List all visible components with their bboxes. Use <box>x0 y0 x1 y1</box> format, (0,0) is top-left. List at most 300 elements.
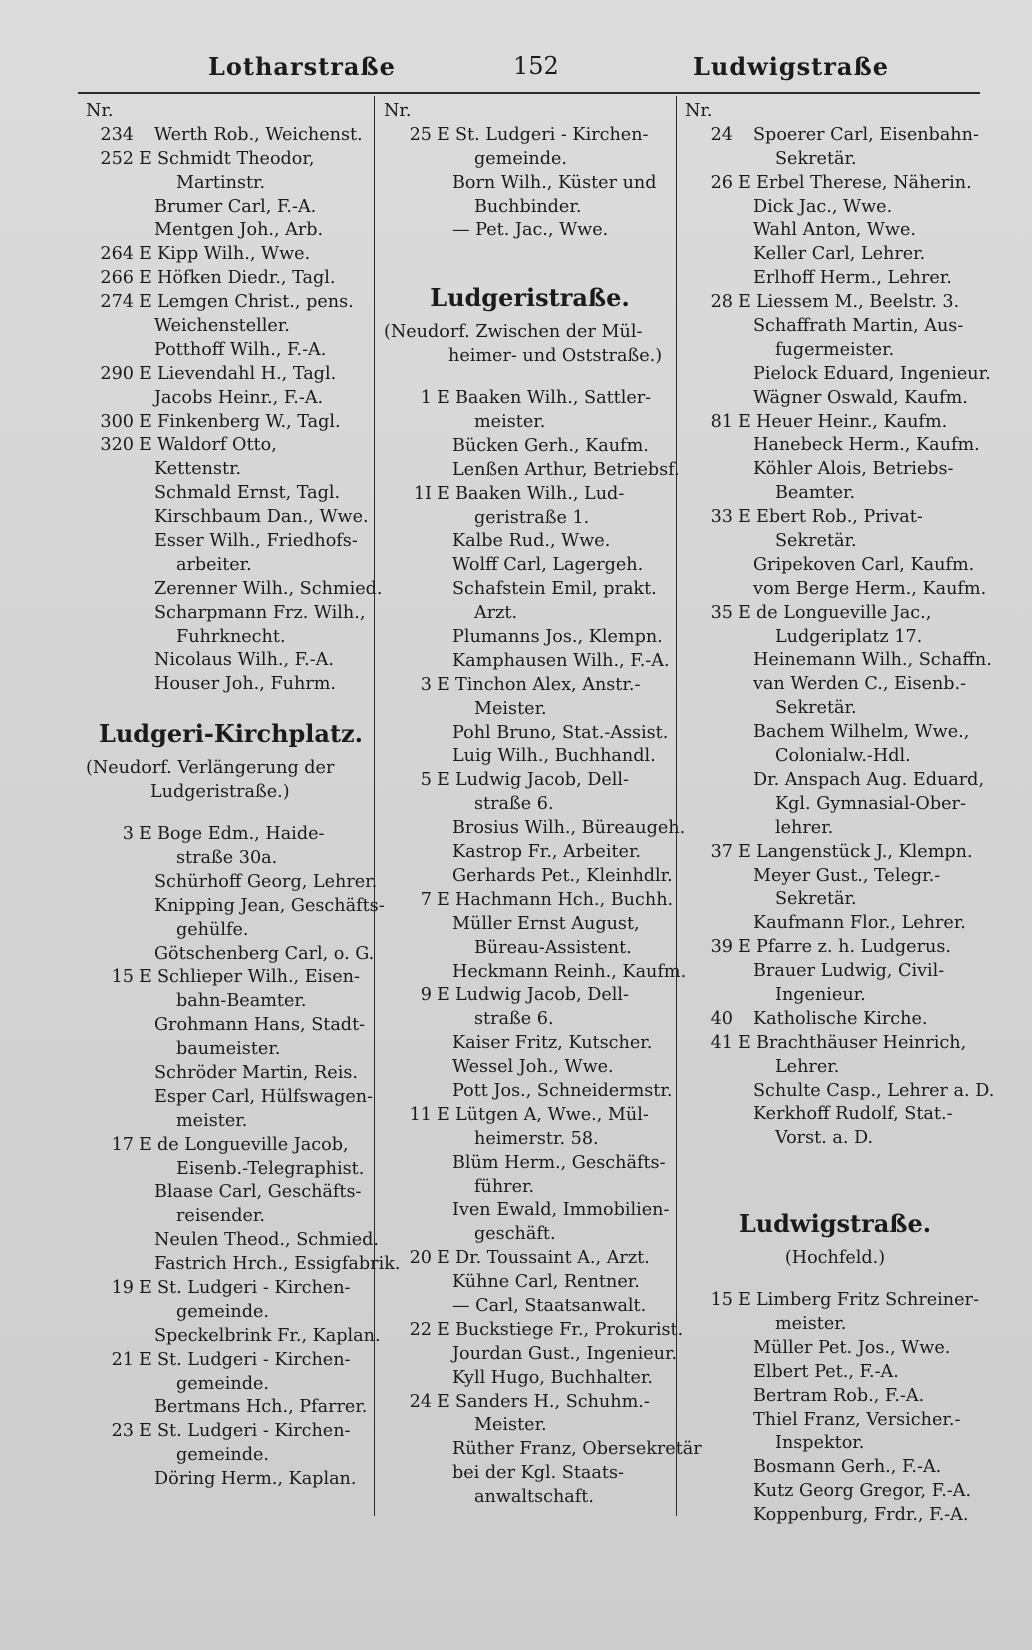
resident-entry: fugermeister. <box>775 339 895 360</box>
resident-entry: Born Wilh., Küster und <box>452 172 657 193</box>
directory-line <box>685 387 985 411</box>
directory-line <box>86 966 376 990</box>
directory-line <box>685 649 992 673</box>
column-rule-2 <box>676 96 677 1516</box>
directory-line <box>86 626 376 650</box>
resident-entry: vom Berge Herm., Kaufm. <box>753 578 987 599</box>
house-number: 266 <box>100 268 134 289</box>
house-number: 252 <box>100 148 134 169</box>
nr-label: Nr. <box>685 101 713 121</box>
resident-entry: Wahl Anton, Wwe. <box>753 220 916 241</box>
resident-entry: Kyll Hugo, Buchhalter. <box>452 1367 653 1388</box>
resident-entry: gemeinde. <box>176 1445 269 1466</box>
resident-entry: Pott Jos., Schneidermstr. <box>452 1080 673 1101</box>
directory-line <box>86 172 376 196</box>
house-number: 21 <box>111 1349 134 1370</box>
directory-line <box>685 1361 985 1385</box>
directory-line <box>384 1128 676 1152</box>
house-number: 40 <box>710 1008 733 1029</box>
owner-marker: E <box>139 244 152 265</box>
owner-marker: E <box>437 1319 450 1340</box>
directory-line <box>86 1420 376 1444</box>
directory-line <box>685 148 985 172</box>
resident-entry: St. Ludgeri - Kirchen- <box>157 1349 351 1370</box>
resident-entry: reisender. <box>176 1206 265 1227</box>
directory-line <box>86 315 376 339</box>
directory-line <box>384 435 676 459</box>
resident-entry: Schlieper Wilh., Eisen- <box>157 967 360 988</box>
resident-entry: Fastrich Hrch., Essigfabrik. <box>154 1254 401 1275</box>
directory-line <box>384 698 676 722</box>
directory-line <box>685 673 985 697</box>
resident-entry: Plumanns Jos., Klempn. <box>452 627 663 648</box>
directory-line <box>86 291 376 315</box>
resident-entry: Kastrop Fr., Arbeiter. <box>452 842 642 863</box>
spacer <box>685 1169 985 1187</box>
resident-entry: Rüther Franz, Obersekretär <box>452 1439 702 1460</box>
directory-line <box>86 1468 376 1492</box>
directory-line <box>685 243 985 267</box>
resident-entry: — Pet. Jac., Wwe. <box>452 220 609 241</box>
resident-entry: Elbert Pet., F.-A. <box>753 1361 899 1382</box>
directory-line <box>86 267 376 291</box>
resident-entry: Kgl. Gymnasial-Ober- <box>775 793 966 814</box>
resident-entry: Blüm Herm., Geschäfts- <box>452 1152 666 1173</box>
owner-marker: E <box>437 483 450 504</box>
directory-line <box>685 315 985 339</box>
directory-line <box>685 912 985 936</box>
resident-entry: Weichensteller. <box>154 316 290 337</box>
resident-entry: Gripekoven Carl, Kaufm. <box>753 554 975 575</box>
directory-line <box>685 697 985 721</box>
house-number: 17 <box>111 1134 134 1155</box>
directory-line <box>86 1038 376 1062</box>
resident-entry: anwaltschaft. <box>474 1487 594 1508</box>
resident-entry: Spoerer Carl, Eisenbahn- <box>753 124 979 145</box>
resident-entry: Kipp Wilh., Wwe. <box>157 244 311 265</box>
resident-entry: Dr. Anspach Aug. Eduard, <box>753 769 985 790</box>
directory-line <box>86 196 376 220</box>
house-number: 24 <box>710 124 733 145</box>
resident-entry: Erlhoff Herm., Lehrer. <box>753 268 952 289</box>
directory-line <box>384 1462 676 1486</box>
directory-line <box>384 411 676 435</box>
directory-line <box>86 943 376 967</box>
resident-entry: Sekretär. <box>775 531 857 552</box>
resident-entry: Heuer Heinr., Kaufm. <box>756 411 948 432</box>
house-number: 81 <box>710 411 733 432</box>
house-number: 22 <box>409 1319 432 1340</box>
resident-entry: Luig Wilh., Buchhandl. <box>452 746 656 767</box>
directory-line <box>685 411 985 435</box>
house-number: 5 <box>420 770 432 791</box>
resident-entry: Schürhoff Georg, Lehrer. <box>154 871 378 892</box>
directory-line <box>384 459 680 483</box>
resident-entry: Fuhrknecht. <box>176 626 286 647</box>
resident-entry: Kamphausen Wilh., F.-A. <box>452 650 670 671</box>
header-left-street: Lotharstraße <box>208 52 396 81</box>
resident-entry: arbeiter. <box>176 554 252 575</box>
directory-line <box>384 1152 676 1176</box>
house-number: 23 <box>111 1421 134 1442</box>
owner-marker: E <box>139 411 152 432</box>
house-number: 28 <box>710 292 733 313</box>
directory-line <box>384 913 676 937</box>
resident-entry: straße 6. <box>474 794 554 815</box>
page-number: 152 <box>513 52 559 80</box>
resident-entry: Beamter. <box>775 483 856 504</box>
resident-entry: Arzt. <box>474 603 518 624</box>
directory-line <box>384 961 687 985</box>
resident-entry: Buchbinder. <box>474 196 582 217</box>
resident-entry: gehülfe. <box>176 919 249 940</box>
directory-line <box>685 865 985 889</box>
directory-line <box>86 434 376 458</box>
owner-marker: E <box>139 1277 152 1298</box>
resident-entry: Schmald Ernst, Tagl. <box>154 483 341 504</box>
directory-line <box>86 387 376 411</box>
resident-entry: Limberg Fritz Schreiner- <box>756 1290 979 1311</box>
directory-line <box>86 124 376 148</box>
resident-entry: Nicolaus Wilh., F.-A. <box>154 650 334 671</box>
resident-entry: geschäft. <box>474 1224 556 1245</box>
resident-entry: Wägner Oswald, Kaufm. <box>753 387 968 408</box>
directory-line <box>685 1480 985 1504</box>
resident-entry: Brosius Wilh., Büreaugeh. <box>452 818 686 839</box>
owner-marker: E <box>139 435 152 456</box>
resident-entry: Kettenstr. <box>154 459 242 480</box>
directory-line <box>384 1486 676 1510</box>
directory-line <box>384 100 676 124</box>
resident-entry: Kutz Georg Gregor, F.-A. <box>753 1481 972 1502</box>
directory-line <box>384 793 676 817</box>
directory-line <box>384 345 676 369</box>
resident-entry: Kaufmann Flor., Lehrer. <box>753 913 966 934</box>
directory-line <box>685 1337 985 1361</box>
resident-entry: Brumer Carl, F.-A. <box>154 196 317 217</box>
house-number: 1I <box>413 483 432 504</box>
owner-marker: E <box>738 1290 751 1311</box>
directory-line <box>86 919 376 943</box>
resident-entry: Hanebeck Herm., Kaufm. <box>753 435 980 456</box>
resident-entry: Meyer Gust., Telegr.- <box>753 865 941 886</box>
resident-entry: Dr. Toussaint A., Arzt. <box>455 1248 650 1269</box>
directory-line <box>685 1103 985 1127</box>
resident-entry: Bertram Rob., F.-A. <box>753 1385 925 1406</box>
owner-marker: E <box>437 674 450 695</box>
directory-line <box>86 1396 376 1420</box>
directory-line <box>685 196 985 220</box>
resident-entry: meister. <box>775 1313 847 1334</box>
directory-line <box>384 1056 676 1080</box>
directory-line <box>384 745 676 769</box>
resident-entry: Schaffrath Martin, Aus- <box>753 316 964 337</box>
owner-marker: E <box>437 124 450 145</box>
resident-entry: Schröder Martin, Reis. <box>154 1062 358 1083</box>
owner-marker: E <box>437 1391 450 1412</box>
resident-entry: Jacobs Heinr., F.-A. <box>154 387 324 408</box>
resident-entry: Knipping Jean, Geschäfts- <box>154 895 385 916</box>
page-header <box>78 52 978 92</box>
directory-line <box>685 1008 985 1032</box>
directory-line <box>86 554 376 578</box>
owner-marker: E <box>139 1134 152 1155</box>
directory-line <box>86 148 376 172</box>
resident-entry: Werth Rob., Weichenst. <box>154 124 363 145</box>
directory-line <box>86 339 376 363</box>
resident-entry: Kühne Carl, Rentner. <box>452 1272 640 1293</box>
resident-entry: de Longueville Jacob, <box>157 1134 349 1155</box>
directory-line <box>86 1134 376 1158</box>
resident-entry: van Werden C., Eisenb.- <box>753 674 967 695</box>
resident-entry: Finkenberg W., Tagl. <box>157 411 341 432</box>
resident-entry: Iven Ewald, Immobilien- <box>452 1200 670 1221</box>
house-number: 3 <box>420 674 432 695</box>
owner-marker: E <box>437 1104 450 1125</box>
directory-line <box>384 530 676 554</box>
owner-marker: E <box>139 292 152 313</box>
resident-entry: Koppenburg, Frdr., F.-A. <box>753 1505 969 1526</box>
resident-entry: heimerstr. 58. <box>474 1128 599 1149</box>
directory-line <box>86 781 376 805</box>
resident-entry: Pfarre z. h. Ludgerus. <box>756 937 951 958</box>
section-subtitle: (Neudorf. Zwischen der Mül- <box>384 322 643 343</box>
directory-line <box>384 1391 676 1415</box>
directory-line <box>685 1056 985 1080</box>
directory-line <box>86 990 376 1014</box>
directory-line <box>384 650 676 674</box>
directory-line <box>86 458 376 482</box>
owner-marker: E <box>738 1032 751 1053</box>
house-number: 33 <box>710 507 733 528</box>
resident-entry: Meister. <box>474 698 547 719</box>
directory-line <box>685 960 985 984</box>
section-subtitle: (Hochfeld.) <box>784 1248 886 1269</box>
directory-line <box>384 1080 676 1104</box>
resident-entry: Baaken Wilh., Sattler- <box>455 388 652 409</box>
house-number: 15 <box>710 1290 733 1311</box>
resident-entry: St. Ludgeri - Kirchen- <box>157 1277 351 1298</box>
owner-marker: E <box>738 292 751 313</box>
resident-entry: Wolff Carl, Lagergeh. <box>452 555 644 576</box>
resident-entry: Müller Pet. Jos., Wwe. <box>753 1337 951 1358</box>
directory-line <box>685 1289 985 1313</box>
resident-entry: Lievendahl H., Tagl. <box>157 363 337 384</box>
section-subtitle: (Neudorf. Verlängerung der <box>86 758 335 779</box>
owner-marker: E <box>437 388 450 409</box>
directory-line <box>685 172 985 196</box>
directory-line <box>384 196 676 220</box>
resident-entry: Ebert Rob., Privat- <box>756 507 923 528</box>
resident-entry: Zerenner Wilh., Schmied. <box>154 578 383 599</box>
owner-marker: E <box>139 363 152 384</box>
house-number: 300 <box>100 411 134 432</box>
directory-line <box>685 1247 985 1271</box>
resident-entry: Sekretär. <box>775 698 857 719</box>
directory-line <box>86 530 376 554</box>
directory-line <box>685 530 985 554</box>
house-number: 15 <box>111 967 134 988</box>
resident-entry: Boge Edm., Haide- <box>157 824 325 845</box>
directory-line <box>86 895 385 919</box>
resident-entry: Heinemann Wilh., Schaffn. <box>753 650 992 671</box>
owner-marker: E <box>139 967 152 988</box>
resident-entry: Tinchon Alex, Anstr.- <box>455 674 641 695</box>
spacer <box>685 1271 985 1289</box>
directory-line <box>384 1199 676 1223</box>
directory-line <box>685 124 985 148</box>
house-number: 11 <box>409 1104 432 1125</box>
directory-line <box>685 1504 985 1528</box>
resident-entry: baumeister. <box>176 1039 281 1060</box>
directory-line <box>384 321 676 345</box>
resident-entry: lehrer. <box>775 817 834 838</box>
directory-line <box>685 793 985 817</box>
house-number: 7 <box>420 889 432 910</box>
house-number: 290 <box>100 363 134 384</box>
resident-entry: Gerhards Pet., Kleinhdlr. <box>452 865 673 886</box>
resident-entry: Hachmann Hch., Buchh. <box>455 889 674 910</box>
owner-marker: E <box>738 172 751 193</box>
owner-marker: E <box>139 268 152 289</box>
owner-marker: E <box>738 411 751 432</box>
directory-line <box>384 817 686 841</box>
house-number: 234 <box>100 124 134 145</box>
resident-entry: Ludwig Jacob, Dell- <box>455 985 629 1006</box>
resident-entry: Speckelbrink Fr., Kaplan. <box>154 1325 381 1346</box>
resident-entry: Langenstück J., Klempn. <box>756 841 973 862</box>
spacer <box>384 369 676 387</box>
directory-line <box>384 1223 676 1247</box>
resident-entry: Bachem Wilhelm, Wwe., <box>753 722 970 743</box>
directory-line <box>384 1414 676 1438</box>
house-number: 9 <box>420 985 432 1006</box>
resident-entry: straße 30a. <box>176 847 278 868</box>
directory-line <box>86 871 376 895</box>
owner-marker: E <box>738 602 751 623</box>
directory-line <box>86 1158 376 1182</box>
resident-entry: bei der Kgl. Staats- <box>452 1463 624 1484</box>
directory-line <box>384 1367 676 1391</box>
house-number: 19 <box>111 1277 134 1298</box>
directory-line <box>86 847 376 871</box>
directory-line <box>384 578 676 602</box>
directory-line <box>685 1032 985 1056</box>
house-number: 37 <box>710 841 733 862</box>
resident-entry: Potthoff Wilh., F.-A. <box>154 339 327 360</box>
directory-line <box>86 363 376 387</box>
resident-entry: Kerkhoff Rudolf, Stat.- <box>753 1104 953 1125</box>
directory-line <box>86 1349 376 1373</box>
resident-entry: bahn-Beamter. <box>176 991 307 1012</box>
directory-line <box>384 722 676 746</box>
directory-line <box>685 434 985 458</box>
resident-entry: Schmidt Theodor, <box>157 148 315 169</box>
directory-line <box>86 1014 376 1038</box>
directory-line <box>384 674 676 698</box>
resident-entry: Pohl Bruno, Stat.-Assist. <box>452 722 669 743</box>
directory-line <box>685 1456 985 1480</box>
resident-entry: meister. <box>176 1110 248 1131</box>
resident-entry: Vorst. a. D. <box>775 1128 874 1149</box>
directory-line <box>384 172 676 196</box>
resident-entry: Scharpmann Frz. Wilh., <box>154 602 366 623</box>
directory-line <box>685 363 991 387</box>
resident-entry: Ingenieur. <box>775 984 866 1005</box>
resident-entry: Jourdan Gust., Ingenieur. <box>452 1343 678 1364</box>
directory-line <box>384 1008 676 1032</box>
resident-entry: gemeinde. <box>176 1373 269 1394</box>
directory-line <box>86 602 376 626</box>
directory-line <box>685 745 985 769</box>
directory-line <box>685 1409 985 1433</box>
resident-entry: Sanders H., Schuhm.- <box>455 1391 650 1412</box>
resident-entry: Götschenberg Carl, o. G. <box>154 943 375 964</box>
directory-line <box>384 1343 676 1367</box>
directory-line <box>384 124 676 148</box>
resident-entry: Neulen Theod., Schmied. <box>154 1230 380 1251</box>
directory-line <box>384 483 676 507</box>
resident-entry: Baaken Wilh., Lud- <box>455 483 625 504</box>
directory-line <box>86 1062 376 1086</box>
directory-line <box>384 507 676 531</box>
owner-marker: E <box>437 889 450 910</box>
resident-entry: — Carl, Staatsanwalt. <box>452 1295 647 1316</box>
directory-line <box>86 1373 376 1397</box>
resident-entry: Inspektor. <box>775 1433 865 1454</box>
directory-line <box>86 1205 376 1229</box>
directory-line <box>685 506 985 530</box>
directory-line <box>384 1176 676 1200</box>
directory-line <box>685 721 985 745</box>
directory-line <box>86 649 376 673</box>
resident-entry: Bosmann Gerh., F.-A. <box>753 1457 942 1478</box>
section-heading: Ludgeristraße. <box>430 283 630 313</box>
directory-line <box>384 1271 676 1295</box>
house-number: 25 <box>409 124 432 145</box>
directory-line <box>384 889 676 913</box>
directory-line <box>685 888 985 912</box>
spacer <box>384 243 676 261</box>
directory-line <box>685 554 985 578</box>
directory-line <box>685 602 985 626</box>
directory-line <box>86 673 376 697</box>
directory-line <box>384 865 676 889</box>
owner-marker: E <box>738 841 751 862</box>
directory-line <box>384 148 676 172</box>
resident-entry: Brauer Ludwig, Civil- <box>753 961 945 982</box>
house-number: 20 <box>409 1248 432 1269</box>
nr-label: Nr. <box>86 101 114 121</box>
nr-label: Nr. <box>384 101 412 121</box>
resident-entry: führer. <box>474 1176 535 1197</box>
directory-line <box>685 1080 995 1104</box>
directory-line <box>685 626 985 650</box>
house-number: 26 <box>710 172 733 193</box>
directory-line <box>685 1127 985 1151</box>
directory-line <box>384 1032 676 1056</box>
resident-entry: Schafstein Emil, prakt. <box>452 579 657 600</box>
directory-line <box>685 267 985 291</box>
house-number: 274 <box>100 292 134 313</box>
directory-line <box>86 578 383 602</box>
directory-line <box>384 1295 676 1319</box>
resident-entry: Kaiser Fritz, Kutscher. <box>452 1033 653 1054</box>
resident-entry: Dick Jac., Wwe. <box>753 196 893 217</box>
resident-entry: Esper Carl, Hülfswagen- <box>154 1086 374 1107</box>
house-number: 41 <box>710 1032 733 1053</box>
directory-line <box>685 1432 985 1456</box>
